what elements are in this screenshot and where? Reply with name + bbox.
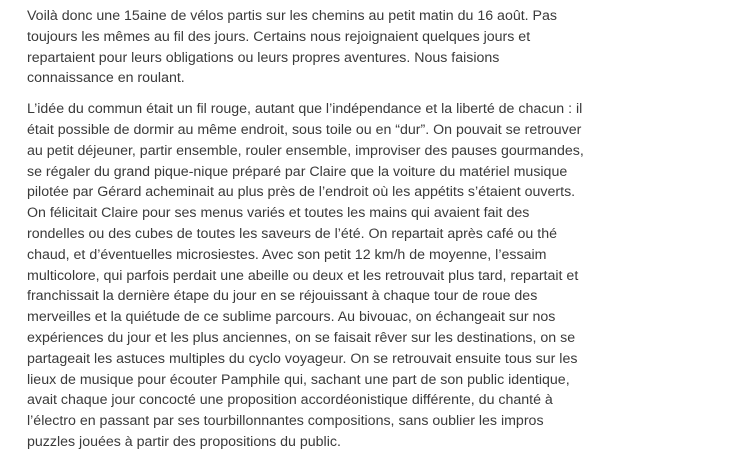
text-line: pilotée par Gérard acheminait au plus près de l’endroit où les appétits s’étaient ouverts. (27, 184, 576, 201)
paragraph-intro (27, 6, 587, 89)
text-line: Voilà donc une 15aine de vélos partis sur les chemins au petit matin du 16 août. Pas (27, 8, 557, 24)
text-line: expériences du jour et les plus anciennes, on se faisait rêver sur les destinations, on se (27, 329, 576, 346)
text-line: au petit déjeuner, partir ensemble, rouler ensemble, improviser des pauses gourmandes, (27, 142, 584, 159)
article-body (27, 6, 587, 453)
text-line: L’idée du commun était un fil rouge, autant que l’indépendance et la liberté de chacun : il (27, 101, 583, 118)
text-line: toujours les mêmes au fil des jours. Certains nous rejoignaient quelques jours et (27, 28, 531, 45)
text-line: rondelles ou des cubes de toutes les saveurs de l’été. On repartait après café ou thé (27, 225, 557, 242)
text-line: puzzles jouées à partir des propositions du public. (27, 433, 341, 450)
text-line: chaud, et d’éventuelles microsiestes. Avec son petit 12 km/h de moyenne, l’essaim (27, 246, 547, 263)
paragraph-main (27, 99, 587, 453)
text-line: se régaler du grand pique-nique préparé par Claire que la voiture du matériel musique (27, 163, 568, 180)
text-line: avait chaque jour concocté une proposition accordéonistique différente, du chanté à (27, 392, 553, 409)
text-line: lieux de musique pour écouter Pamphile qui, sachant une part de son public identique, (27, 371, 570, 388)
text-line: partageait les astuces multiples du cyclo voyageur. On se retrouvait ensuite tous sur les (27, 350, 578, 367)
text-line: On félicitait Claire pour ses menus variés et toutes les mains qui avaient fait des (27, 205, 530, 222)
text-line: était possible de dormir au même endroit, sous toile ou en “dur”. On pouvait se retrouver (27, 121, 582, 138)
text-line: repartaient pour leurs obligations ou leurs propres aventures. Nous faisions (27, 49, 500, 66)
text-line: connaissance en roulant. (27, 70, 185, 87)
text-line: l’électro en passant par ses tourbillonnantes compositions, sans oublier les impros (27, 413, 544, 430)
text-line: franchissait la dernière étape du jour en se réjouissant à chaque tour de roue des (27, 288, 538, 305)
text-line: merveilles et la quiétude de ce sublime parcours. Au bivouac, on échangeait sur nos (27, 309, 556, 326)
text-line: multicolore, qui parfois perdait une abeille ou deux et les retrouvait plus tard, repartait et (27, 267, 579, 284)
